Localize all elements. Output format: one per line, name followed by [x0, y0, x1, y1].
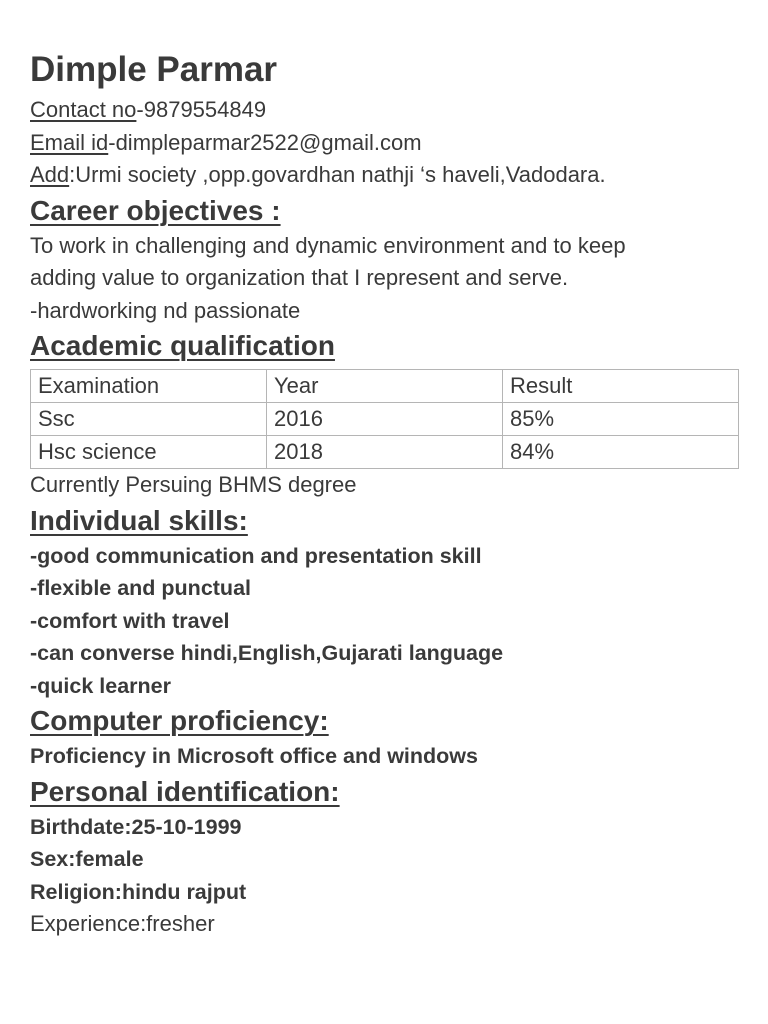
sex: Sex:female: [30, 847, 144, 871]
resume-page: [30, 48, 742, 941]
individual-skills-heading: Individual skills:: [30, 504, 248, 536]
table-cell: Hsc science: [31, 436, 267, 469]
computer-proficiency-text: Proficiency in Microsoft office and windows: [30, 744, 478, 768]
skill-item: -comfort with travel: [30, 608, 230, 633]
birthdate: Birthdate:25-10-1999: [30, 814, 242, 839]
personal-identification-heading: Personal identification:: [30, 775, 340, 807]
contact-address: [30, 159, 742, 192]
table-header-row: [31, 370, 739, 403]
table-header-cell: Examination: [31, 370, 267, 403]
table-header-cell: Year: [267, 370, 503, 403]
career-objectives-heading: Career objectives :: [30, 194, 281, 226]
skill-item: -can converse hindi,English,Gujarati language: [30, 641, 504, 665]
current-study-note: Currently Persuing BHMS degree: [30, 472, 357, 497]
career-objective-line: -hardworking nd passionate: [30, 297, 301, 323]
contact-phone-value: -9879554849: [136, 97, 267, 122]
career-objective-line: adding value to organization that I represent and serve.: [30, 265, 569, 290]
career-objective-line: To work in challenging and dynamic environment and to keep: [30, 232, 626, 258]
table-row: [31, 436, 739, 469]
contact-phone: [30, 94, 742, 127]
academic-qualification-heading: Academic qualification: [30, 330, 335, 361]
table-cell: 2016: [267, 403, 503, 436]
contact-phone-label: Contact no: [30, 97, 137, 122]
table-header-cell: Result: [503, 370, 739, 403]
skill-item: -quick learner: [30, 673, 171, 698]
skill-item: -good communication and presentation skill: [30, 543, 482, 568]
contact-address-value: :Urmi society ,opp.govardhan nathji ‘s haveli,Vadodara.: [69, 162, 606, 187]
contact-email-label: Email id: [30, 129, 109, 155]
candidate-name: Dimple Parmar: [30, 50, 278, 89]
table-cell: Ssc: [31, 403, 267, 436]
experience: Experience:fresher: [30, 911, 215, 936]
academic-table: [30, 369, 739, 469]
skill-item: -flexible and punctual: [30, 576, 251, 600]
table-cell: 85%: [503, 403, 739, 436]
table-cell: 2018: [267, 436, 503, 469]
table-row: [31, 403, 739, 436]
computer-proficiency-heading: Computer proficiency:: [30, 705, 329, 736]
table-cell: 84%: [503, 436, 739, 469]
contact-email: [30, 127, 742, 160]
contact-email-value: -dimpleparmar2522@gmail.com: [108, 129, 422, 155]
religion: Religion:hindu rajput: [30, 879, 247, 904]
contact-address-label: Add: [30, 162, 70, 187]
